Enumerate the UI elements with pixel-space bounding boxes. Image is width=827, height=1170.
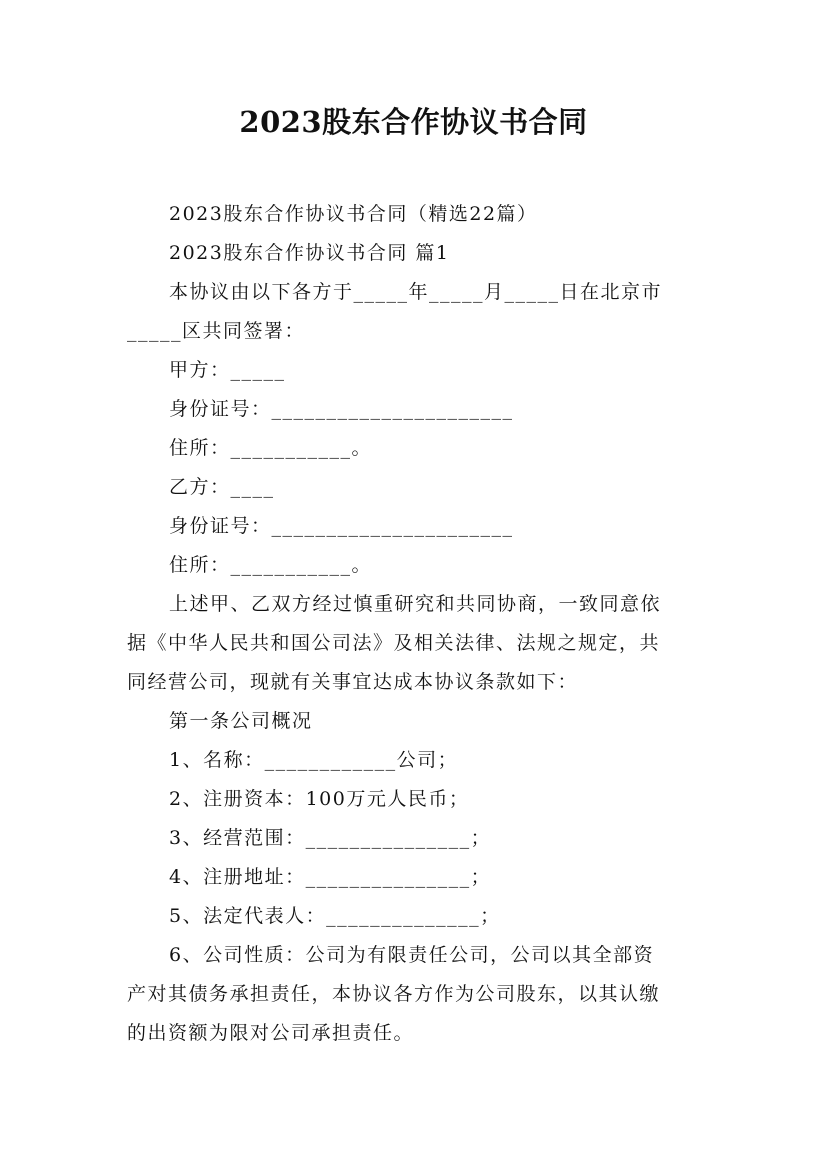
paragraph-line: 同经营公司，现就有关事宜达成本协议条款如下： [127, 671, 579, 693]
list-item: 6、公司性质：公司为有限责任公司，公司以其全部资 [169, 944, 655, 966]
paragraph-line: 据《中华人民共和国公司法》及相关法律、法规之规定，共 [127, 632, 661, 654]
party-b-id-line: 身份证号：______________________ [169, 515, 514, 537]
paragraph-line: 本协议由以下各方于_____年_____月_____日在北京市 [169, 281, 663, 303]
party-b-line: 乙方：____ [169, 476, 275, 498]
article-heading: 第一条公司概况 [169, 710, 313, 732]
list-item: 2、注册资本：100万元人民币； [169, 788, 470, 810]
party-a-address-line: 住所：___________。 [169, 437, 373, 459]
list-item: 5、法定代表人：______________； [169, 905, 501, 927]
paragraph-line: 产对其债务承担责任，本协议各方作为公司股东，以其认缴 [127, 983, 661, 1005]
party-a-id-line: 身份证号：______________________ [169, 398, 514, 420]
list-item: 1、名称：____________公司； [169, 749, 459, 771]
subtitle: 2023股东合作协议书合同（精选22篇） [169, 203, 538, 225]
party-a-line: 甲方：_____ [169, 359, 286, 381]
document-title: 2023股东合作协议书合同 [239, 105, 588, 139]
list-item: 4、注册地址：_______________； [169, 866, 492, 888]
paragraph-line: 的出资额为限对公司承担责任。 [127, 1022, 415, 1044]
paragraph-line: 上述甲、乙双方经过慎重研究和共同协商，一致同意依 [169, 593, 662, 615]
party-b-address-line: 住所：___________。 [169, 554, 373, 576]
paragraph-line: _____区共同签署： [127, 320, 306, 342]
section-heading: 2023股东合作协议书合同 篇1 [169, 242, 450, 264]
list-item: 3、经营范围：_______________； [169, 827, 492, 849]
